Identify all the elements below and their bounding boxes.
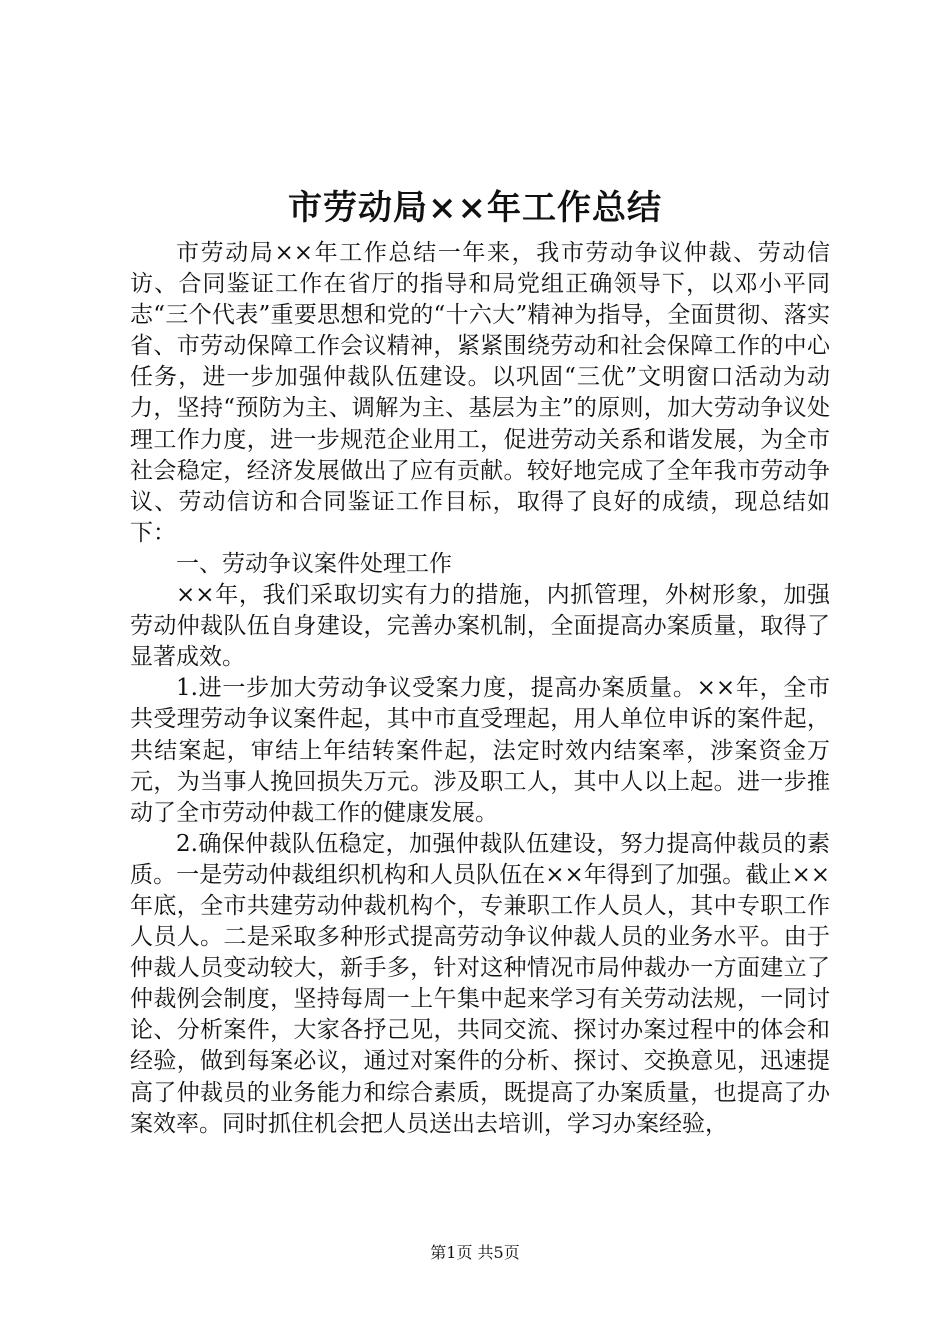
document-title: 市劳动局××年工作总结 [288, 188, 662, 228]
section-heading-1: 一、劳动争议案件处理工作 [176, 550, 452, 577]
document-body [130, 238, 830, 1140]
paragraph-intro: 市劳动局××年工作总结一年来，我市劳动争议仲裁、劳动信访、合同鉴证工作在省厅的指导和局党组正确领导下，以邓小平同志“三个代表”重要思想和党的“十六大”精神为指导，全面贯彻、落实省、市劳动保障工作会议精神，紧紧围绕劳动和社会保障工作的中心任务，进一步加强仲裁队伍建设。以巩固“三优”文明窗口活动为动力，坚持“预防为主、调解为主、基层为主”的原则，加大劳动争议处理工作力度，进一步规范企业用工，促进劳动关系和谐发展，为全市社会稳定，经济发展做出了应有贡献。较好地完成了全年我市劳动争议、劳动信访和合同鉴证工作目标，取得了良好的成绩，现总结如下： [130, 240, 830, 546]
page-number-footer: 第1页 共5页 [430, 1243, 520, 1262]
paragraph-item-2: 2.确保仲裁队伍稳定，加强仲裁队伍建设，努力提高仲裁员的素质。一是劳动仲裁组织机构和人员队伍在××年得到了加强。截止××年底，全市共建劳动仲裁机构个，专兼职工作人员人，其中专职工作人员人。二是采取多种形式提高劳动争议仲裁人员的业务水平。由于仲裁人员变动较大，新手多，针对这种情况市局仲裁办一方面建立了仲裁例会制度，坚持每周一上午集中起来学习有关劳动法规，一同讨论、分析案件，大家各抒己见，共同交流、探讨办案过程中的体会和经验，做到每案必议，通过对案件的分析、探讨、交换意见，迅速提高了仲裁员的业务能力和综合素质，既提高了办案质量，也提高了办案效率。同时抓住机会把人员送出去培训，学习办案经验， [130, 830, 830, 1137]
paragraph-item-1: 1.进一步加大劳动争议受案力度，提高办案质量。××年，全市共受理劳动争议案件起，其中市直受理起，用人单位申诉的案件起，共结案起，审结上年结转案件起，法定时效内结案率，涉案资金万元，为当事人挽回损失万元。涉及职工人，其中人以上起。进一步推动了全市劳动仲裁工作的健康发展。 [130, 675, 830, 826]
paragraph-section-1-summary: ××年，我们采取切实有力的措施，内抓管理，外树形象，加强劳动仲裁队伍自身建设，完善办案机制，全面提高办案质量，取得了显著成效。 [130, 582, 830, 671]
